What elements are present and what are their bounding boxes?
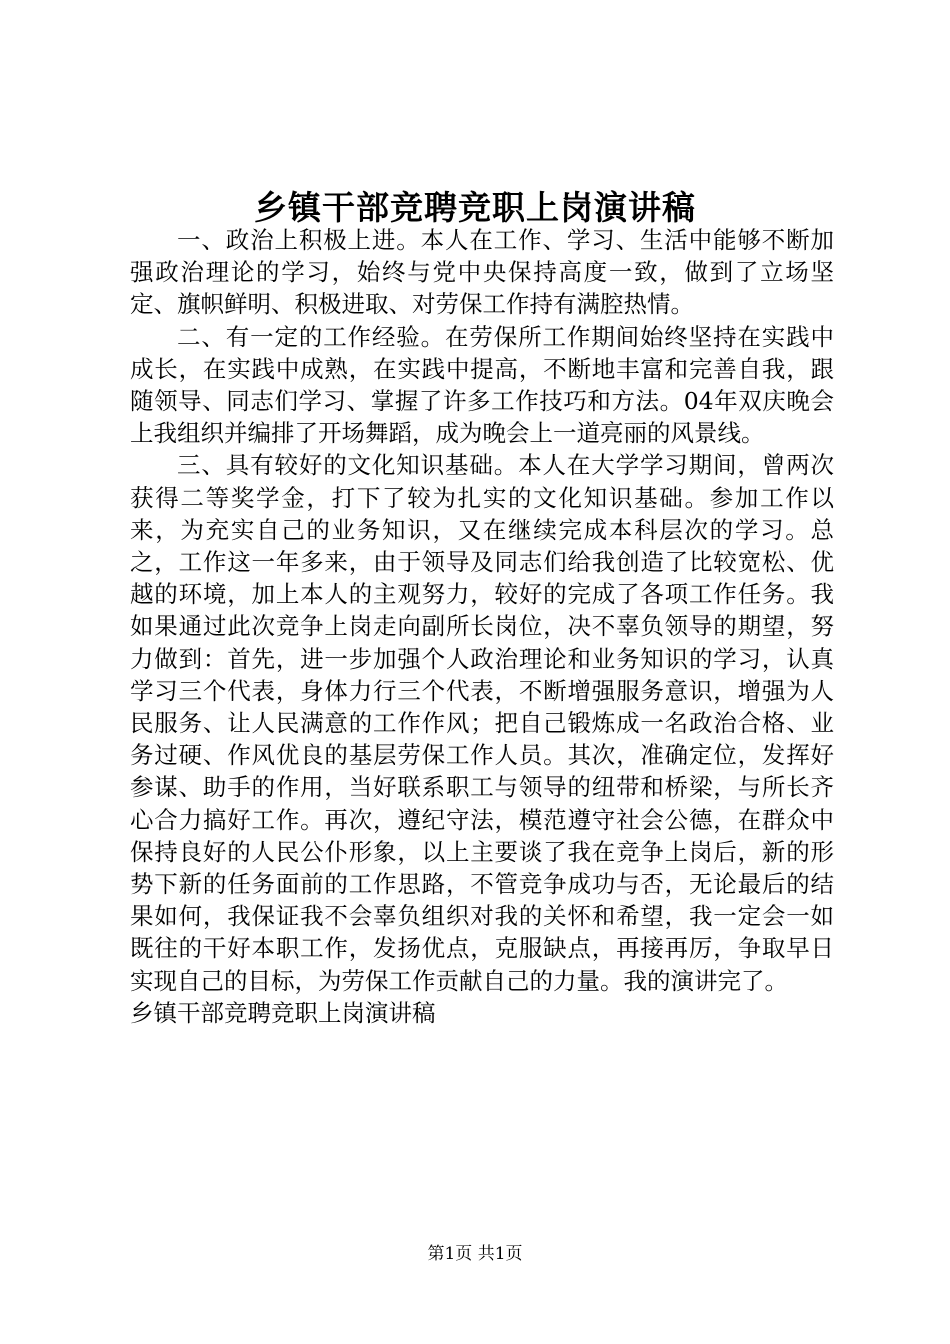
paragraph-3: 三、具有较好的文化知识基础。本人在大学学习期间，曾两次获得二等奖学金，打下了较为扎实的文化知识基础。参加工作以来，为充实自己的业务知识，又在继续完成本科层次的学习。总之，工作这一年多来，由于领导及同志们给我创造了比较宽松、优越的环境，加上本人的主观努力，较好的完成了各项工作任务。我如果通过此次竞争上岗走向副所长岗位，决不辜负领导的期望，努力做到：首先，进一步加强个人政治理论和业务知识的学习，认真学习三个代表，身体力行三个代表，不断增强服务意识，增强为人民服务、让人民满意的工作作风；把自己锻炼成一名政治合格、业务过硬、作风优良的基层劳保工作人员。其次，准确定位，发挥好参谋、助手的作用，当好联系职工与领导的纽带和桥梁，与所长齐心合力搞好工作。再次，遵纪守法，模范遵守社会公德，在群众中保持良好的人民公仆形象，以上主要谈了我在竞争上岗后，新的形势下新的任务面前的工作思路，不管竞争成功与否，无论最后的结果如何，我保证我不会辜负组织对我的关怀和希望，我一定会一如既往的干好本职工作，发扬优点，克服缺点，再接再厉，争取早日实现自己的目标，为劳保工作贡献自己的力量。我的演讲完了。 [130, 451, 834, 995]
document-body [130, 224, 834, 1029]
paragraph-1: 一、政治上积极上进。本人在工作、学习、生活中能够不断加强政治理论的学习，始终与党中央保持高度一致，做到了立场坚定、旗帜鲜明、积极进取、对劳保工作持有满腔热情。 [130, 226, 834, 319]
closing-title-line: 乡镇干部竞聘竞职上岗演讲稿 [130, 998, 436, 1027]
paragraph-2: 二、有一定的工作经验。在劳保所工作期间始终坚持在实践中成长，在实践中成熟，在实践中提高，不断地丰富和完善自我，跟随领导、同志们学习、掌握了许多工作技巧和方法。04年双庆晚会上我组织并编排了开场舞蹈，成为晚会上一道亮丽的风景线。 [130, 322, 834, 448]
page-footer: 第1页 共1页 [427, 1244, 523, 1264]
document-title: 乡镇干部竞聘竞职上岗演讲稿 [254, 188, 696, 227]
